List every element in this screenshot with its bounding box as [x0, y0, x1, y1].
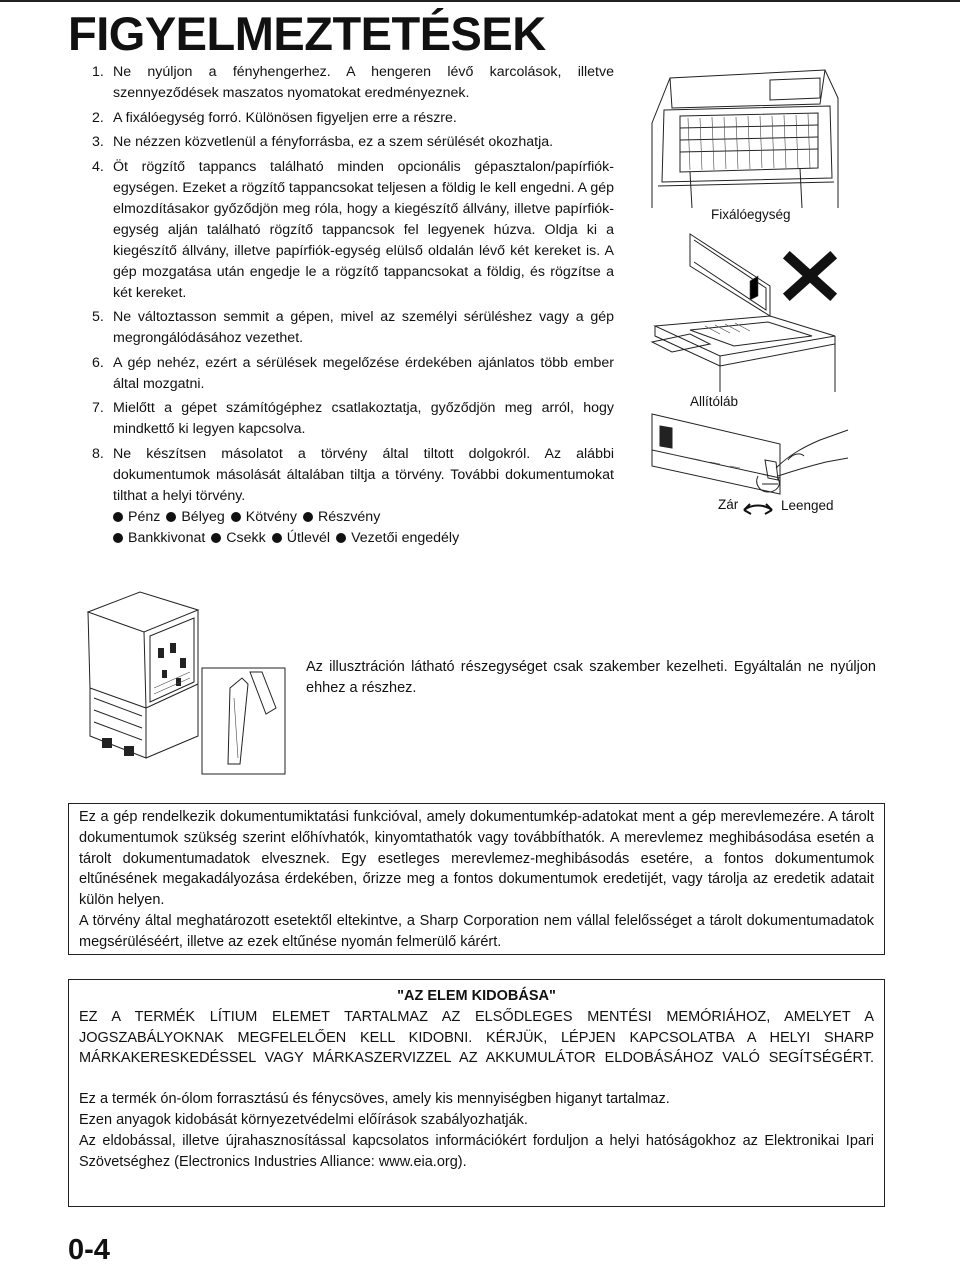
- warning-number: 5.: [92, 309, 104, 325]
- doc-label: Részvény: [318, 508, 381, 525]
- prohibited-docs-row-1: [113, 507, 614, 528]
- battery-notice: EZ A TERMÉK LÍTIUM ELEMET TARTALMAZ AZ ELSŐDLEGES MENTÉSI MEMÓRIÁHOZ, AMELYET A JOGSZABÁLYOKNAK MEGFELELŐEN KELL KIDOBNI. KÉRJÜK, LÉPJEN KAPCSOLATBA A HELYI SHARP MÁRKAKERESKEDÉSSEL VAGY MÁRKASZERVIZZEL AZ AKKUMULÁTOR ELDOBÁSÁHOZ VALÓ SEGÍTSÉGÉRT.: [79, 1008, 874, 1067]
- warning-text: Mielőtt a gépet számítógéphez csatlakoztatja, győződjön meg arról, hogy mindkettő ki legyen kapcsolva.: [113, 400, 614, 437]
- warning-number: 3.: [92, 134, 104, 150]
- doc-label: Pénz: [128, 508, 161, 525]
- release-label: Leenged: [781, 498, 834, 513]
- platen-drawing: [650, 226, 840, 392]
- warning-item-1: [92, 62, 614, 104]
- fuser-label: Fixálóegység: [711, 207, 791, 222]
- doc-item: [211, 528, 265, 549]
- bullet-icon: [336, 533, 346, 543]
- warning-item-4: [92, 157, 614, 304]
- fuser-drawing: [650, 68, 850, 210]
- warnings-list: [92, 62, 614, 552]
- doc-item: [113, 528, 205, 549]
- hdd-notice-paragraph-2: A törvény által meghatározott esetektől eltekintve, a Sharp Corporation nem vállal felelősséget a tárolt dokumentumadatok megsérüléséért, illetve az ezek eltűnése nyomán felmerülő kárért.: [79, 912, 874, 950]
- warning-text: Ne változtasson semmit a gépen, mivel az személyi sérüléshez vagy a gép megrongálódásához vezethet.: [113, 309, 614, 346]
- warning-text: Öt rögzítő tappancs található minden opcionális gépasztalon/papírfiók-egységen. Ezeket a rögzítő tappancsokat teljesen a földig le kell engedni. A gép elmozdításakor győződjön meg róla, hogy a kiegészítő állvány, illetve papírfiók-egység alján található rögzítő tappancsok fel legyenek húzva. Oldja ki a kiegészítő állvány, illetve papírfiók-egység elülső oldalán lévő két kereket is. A gép mozgatása után engedje le a rögzítő tappancsokat a földig, és rögzítse a két kereket.: [113, 158, 614, 301]
- lock-label: Zár: [718, 497, 739, 512]
- doc-label: Bélyeg: [181, 508, 225, 525]
- warning-item-8: [92, 444, 614, 549]
- technician-only-illustration: [80, 588, 292, 776]
- prohibited-x-icon: [790, 258, 830, 294]
- bullet-icon: [231, 512, 241, 522]
- warning-number: 4.: [92, 158, 104, 175]
- hdd-notice-box: [68, 803, 885, 955]
- bullet-icon: [211, 533, 221, 543]
- platen-illustration: [650, 226, 840, 392]
- warning-item-5: [92, 307, 614, 349]
- warning-text: Ne nézzen közvetlenül a fényforrásba, ez a szem sérülését okozhatja.: [113, 134, 554, 150]
- doc-item: [231, 507, 297, 528]
- warning-item-7: [92, 398, 614, 440]
- bullet-icon: [113, 533, 123, 543]
- doc-label: Csekk: [226, 529, 266, 546]
- doc-item: [166, 507, 224, 528]
- warning-text: Ne nyúljon a fényhengerhez. A hengeren lévő karcolások, illetve szennyeződések maszatos nyomatokat eredményeznek.: [113, 64, 614, 101]
- doc-label: Útlevél: [286, 529, 331, 546]
- warning-text: A gép nehéz, ezért a sérülések megelőzése érdekében ajánlatos több ember által mozgatni.: [113, 354, 614, 392]
- hdd-notice-paragraph-1: Ez a gép rendelkezik dokumentumiktatási funkcióval, amely dokumentumkép-adatokat ment a gép merevlemezére. A tárolt dokumentumok szükség szerint előhívhatók, kinyomtathatók vagy továbbíthatók. A merevlemez meghibásodása esetén a tárolt dokumentumadatok elvesznek. Egy esetleges merevlemez-meghibásodás esetére, a fontos dokumentumok eltűnésének megakadályozása érdekében, őrizze meg a fontos dokumentumok eredetijét, vagy tárolja az eredetik adatait külön helyen.: [79, 809, 874, 909]
- warning-number: 6.: [92, 354, 104, 371]
- machine-rear-drawing: [80, 588, 292, 776]
- doc-item: [303, 507, 380, 528]
- warning-number: 7.: [92, 400, 104, 416]
- prohibited-docs-row-2: [113, 528, 614, 549]
- battery-line-3: Az eldobással, illetve újrahasznosítással kapcsolatos információkért forduljon a helyi hatóságokhoz az Elektronikai Ipari Szövetséghez (Electronics Industries Alliance: www.eia.org).: [79, 1132, 874, 1170]
- fuser-illustration: [650, 68, 850, 210]
- bullet-icon: [166, 512, 176, 522]
- doc-label: Bankkivonat: [128, 529, 206, 546]
- warning-item-6: [92, 353, 614, 395]
- lock-release-arrow-icon: [744, 504, 772, 514]
- doc-label: Kötvény: [245, 508, 297, 525]
- warning-text: A fixálóegység forró. Különösen figyeljen erre a részre.: [113, 109, 457, 126]
- bullet-icon: [272, 533, 282, 543]
- page-number: 0-4: [68, 1234, 110, 1266]
- page-title: FIGYELMEZTETÉSEK: [68, 7, 546, 60]
- warning-text: Ne készítsen másolatot a törvény által tiltott dolgokról. Az alábbi dokumentumok másolását általában tiltja a törvény. További dokumentumokat tilthat a helyi törvény.: [113, 445, 614, 504]
- warning-number: 2.: [92, 109, 104, 126]
- warning-item-2: [92, 108, 614, 129]
- top-rule: [0, 0, 960, 2]
- warning-number: 8.: [92, 445, 104, 462]
- doc-label: Vezetői engedély: [351, 529, 460, 546]
- adjusting-foot-label: Allítóláb: [690, 394, 739, 409]
- bullet-icon: [303, 512, 313, 522]
- battery-disposal-box: [68, 979, 885, 1207]
- doc-item: [336, 528, 459, 549]
- battery-line-2: Ezen anyagok kidobását környezetvédelmi előírások szabályozhatják.: [79, 1111, 528, 1128]
- battery-line-1: Ez a termék ón-ólom forrasztású és fénycsöves, amely kis mennyiségben higanyt tartalmaz.: [79, 1091, 670, 1108]
- warning-number: 1.: [92, 64, 104, 80]
- doc-item: [272, 528, 330, 549]
- battery-title: "AZ ELEM KIDOBÁSA": [397, 988, 556, 1004]
- warning-item-3: [92, 132, 614, 153]
- doc-item: [113, 507, 160, 528]
- bullet-icon: [113, 512, 123, 522]
- technician-note: Az illusztráción látható részegységet csak szakember kezelheti. Egyáltalán ne nyúljon ehhez a részhez.: [306, 659, 876, 696]
